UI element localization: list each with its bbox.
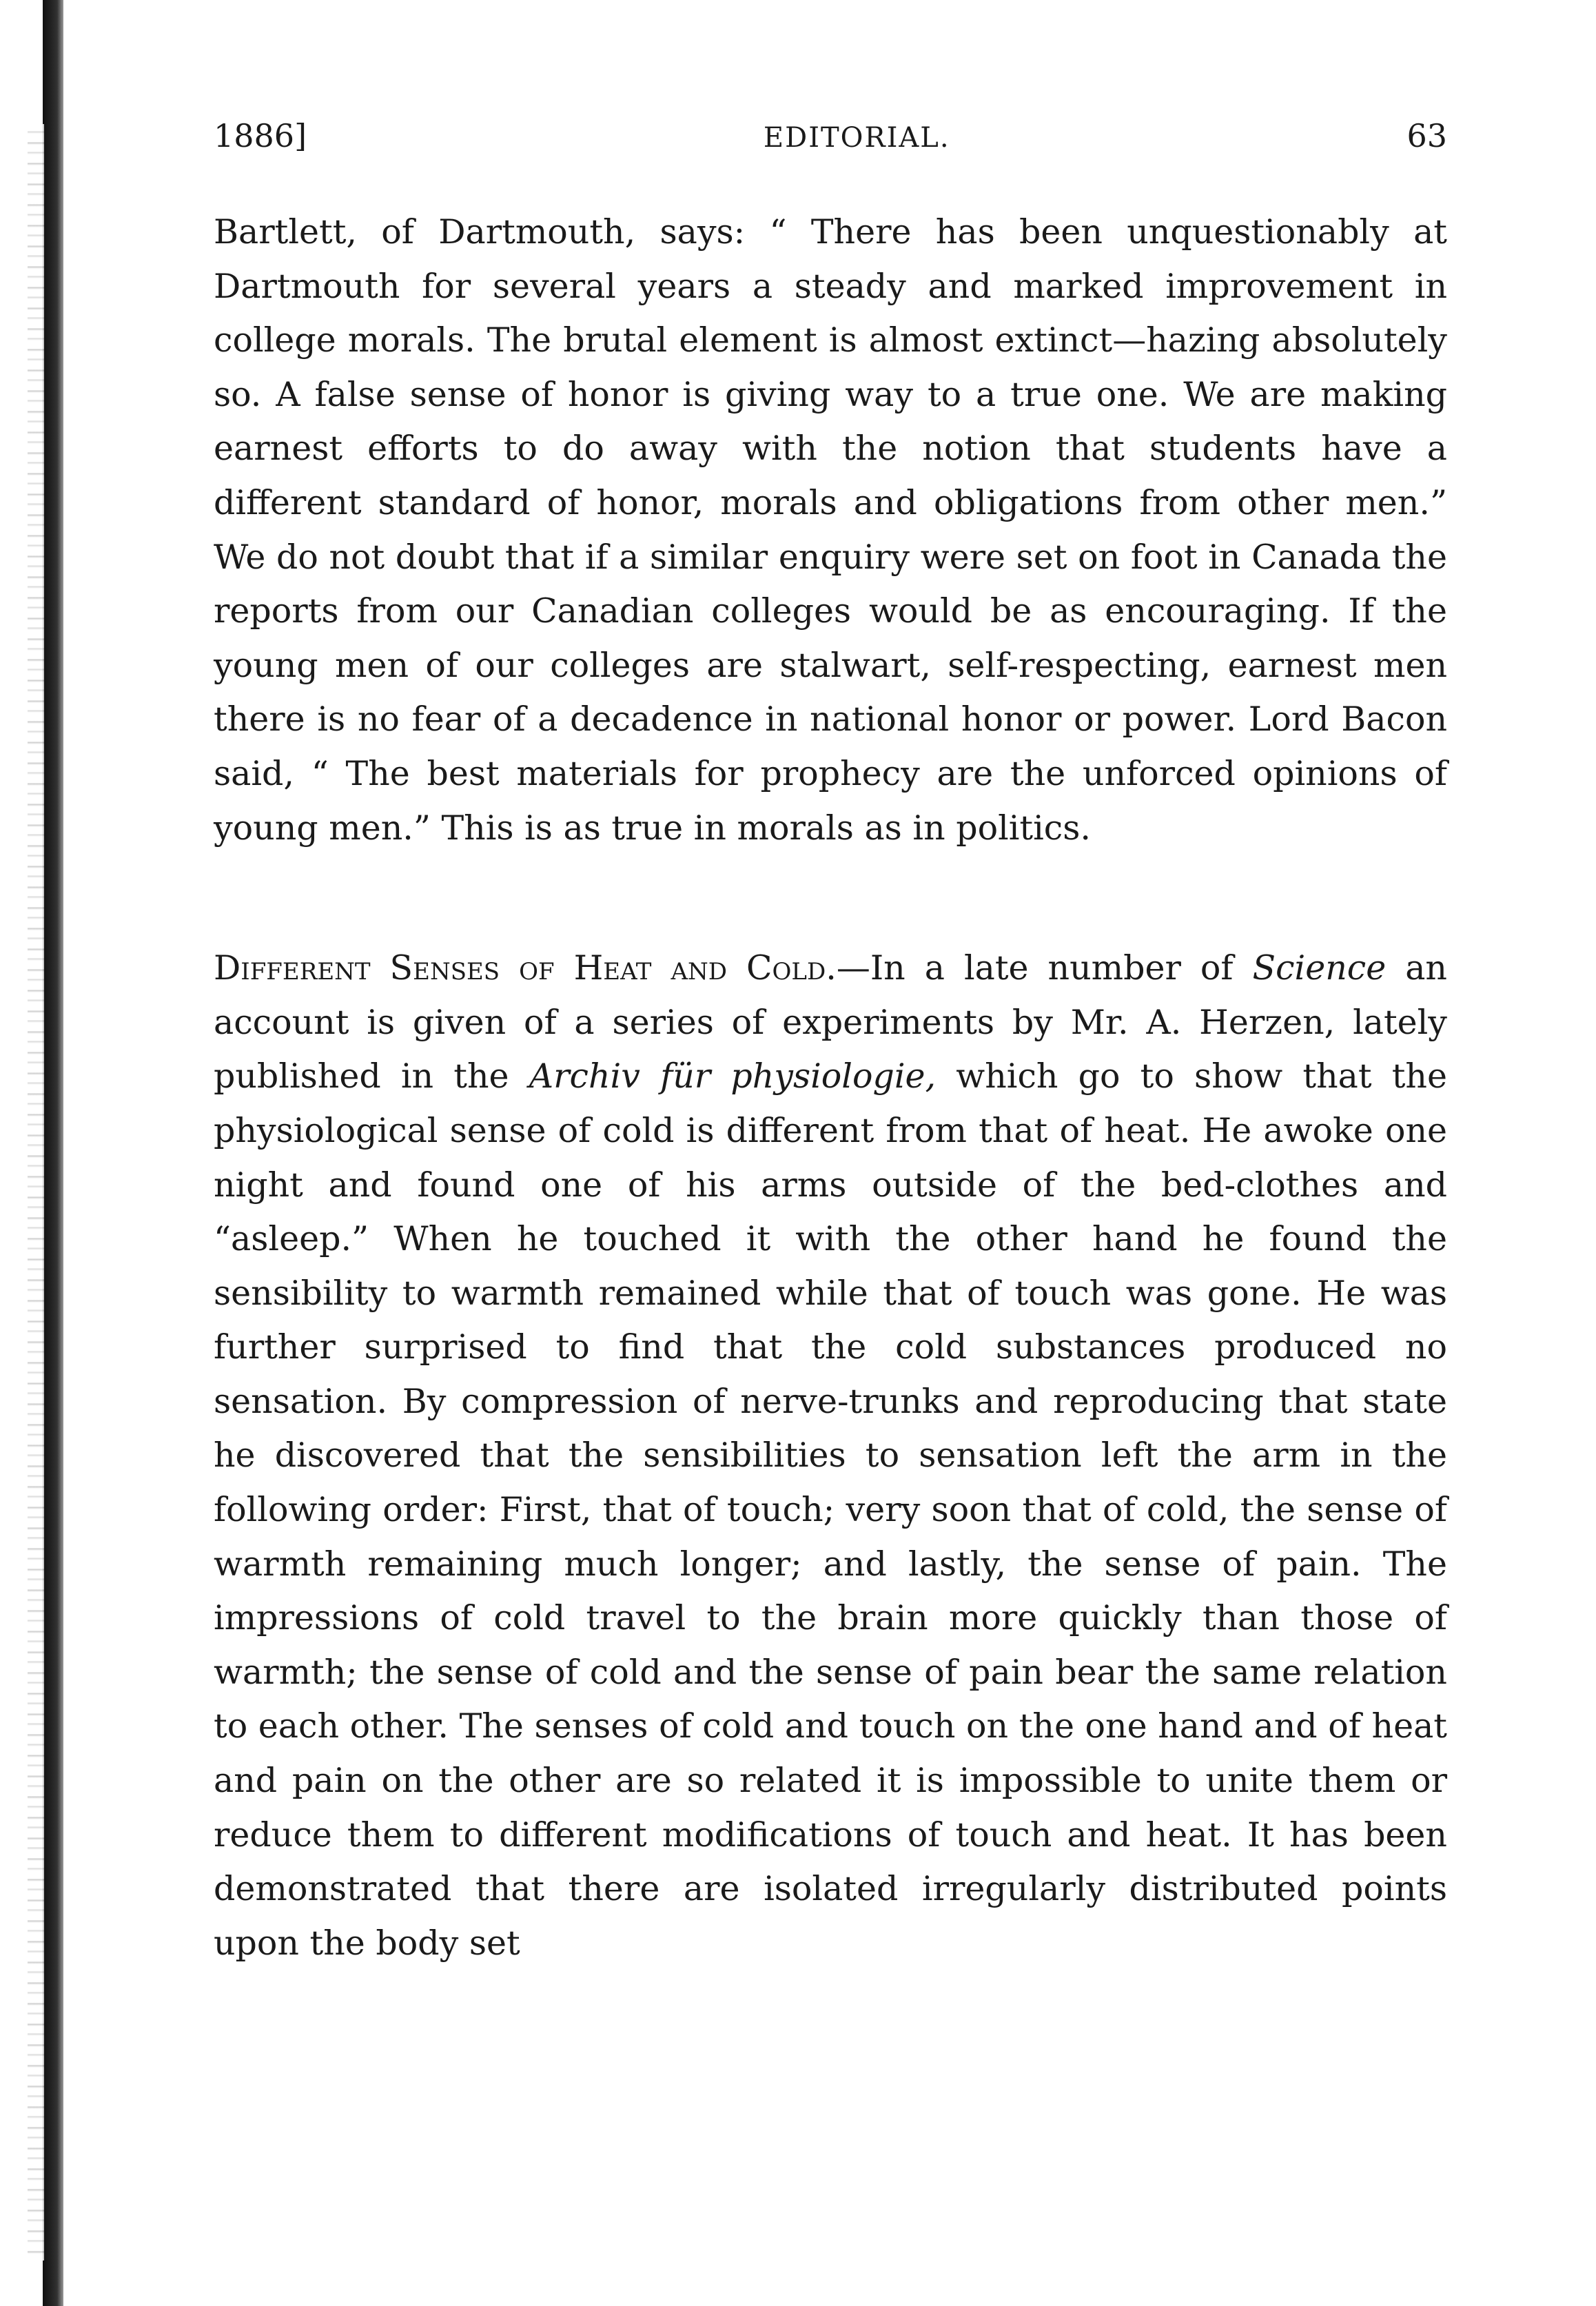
section-divider — [214, 855, 1447, 941]
header-section-title: EDITORIAL. — [763, 122, 950, 154]
header-year: 1886] — [214, 117, 307, 154]
text-segment-herzen: an account is given of a series of experiments by Mr. A. Herzen, lately published in the — [214, 948, 1447, 1096]
paragraph-dartmouth: Bartlett, of Dartmouth, says: “ There has been unquestionably at Dartmouth for several years a steady and marked improvement in college morals. The brutal element is almost extinct—hazing absolutely so. A false sense of honor is giving way to a true one. We are making earnest efforts to do away with the notion that students have a different standard of honor, morals and obligations from other men.” We do not doubt that if a similar enquiry were set on foot in Canada the reports from our Canadian colleges would be as encouraging. If the young men of our colleges are stalwart, self-respecting, earnest men there is no fear of a decadence in national honor or power. Lord Bacon said, “ The best materials for prophecy are the unforced opinions of young men.” This is as true in morals as in politics. — [214, 212, 1447, 848]
page-number: 63 — [1406, 117, 1447, 154]
journal-title-archiv: Archiv für physiologie, — [529, 1057, 937, 1096]
paragraph-heat-cold — [214, 941, 1447, 1970]
book-binding-edge — [43, 0, 63, 2306]
text-column — [214, 117, 1447, 1970]
binding-texture — [28, 124, 44, 2261]
journal-title-science: Science — [1252, 948, 1387, 988]
text-segment-body: which go to show that the physiological sense of cold is different from that of heat. He awoke one night and found one of his arms outside of the bed-clothes and “asleep.” When he touched it with the other hand he found the sensibility to warmth remained while that of touch was gone. He was further surprised to find that the cold substances produced no sensation. By compression of nerve-trunks and reproducing that state he discovered that the sensibilities to sensation left the arm in the following order: First, that of touch; very soon that of cold, the sense of warmth remaining much longer; and lastly, the sense of pain. The impressions of cold travel to the brain more quickly than those of warmth; the sense of cold and the sense of pain bear the same relation to each other. The senses of cold and touch on the one hand and of heat and pain on the other are so related it is impossible to unite them or reduce them to different modifications of touch and heat. It has been demonstrated that there are isolated irregularly distributed points upon the body set — [214, 1057, 1447, 1963]
heading-intro: —In a late number of — [836, 948, 1253, 988]
running-header — [214, 117, 1447, 172]
section-heading: Different Senses of Heat and Cold. — [214, 948, 837, 988]
